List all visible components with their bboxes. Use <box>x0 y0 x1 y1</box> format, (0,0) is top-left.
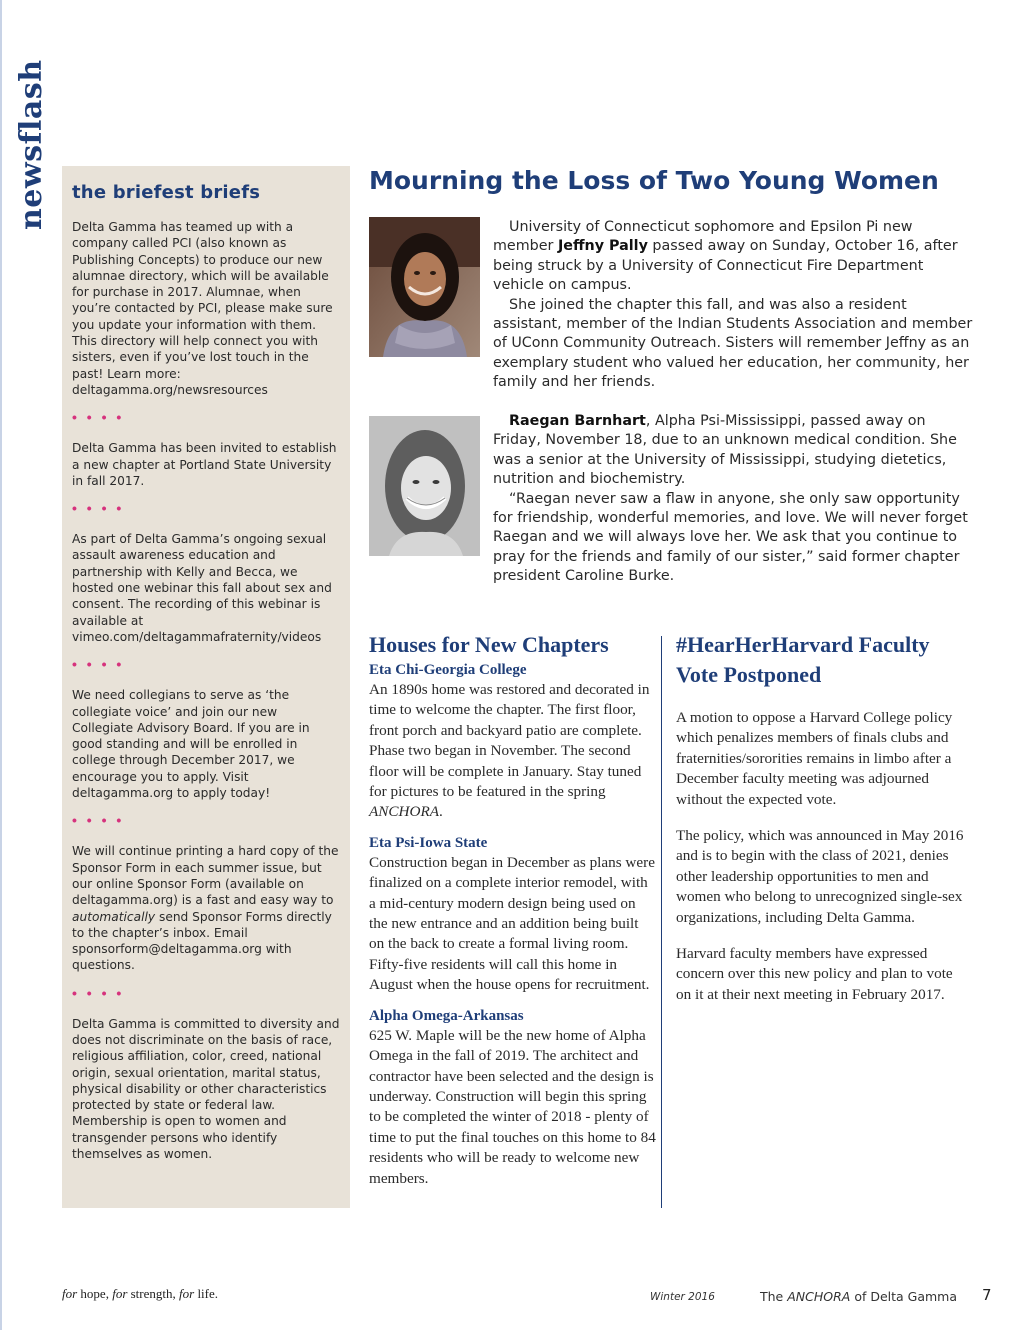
portrait-raegan-image <box>369 416 480 556</box>
brief-webinar: As part of Delta Gamma’s ongoing sexual assault awareness education and partnership with Kelly and Becca, we hosted one webinar this fall about sex and consent. The recording of this webinar is available at vimeo.com/deltagammafraternity/videos <box>72 532 332 644</box>
house-body-emphasis: ANCHORA <box>369 803 440 821</box>
obituary-paragraph <box>493 218 973 296</box>
harvard-title-line-2: Vote Postponed <box>676 662 822 687</box>
brief-alumnae-directory: Delta Gamma has teamed up with a company called PCI (also known as Publishing Concepts) to produce our new alumnae directory, which will be available for purchase in 2017. Alumnae, when you’re contacted by PCI, please make sure you update your information with them. This directory will help connect you with sisters, even if you’ve lost touch in the past! Learn more: deltagamma.org/newsresources <box>72 220 333 397</box>
house-heading-eta-chi: Eta Chi-Georgia College <box>369 662 527 678</box>
houses-article <box>369 630 657 1189</box>
tagline-for: for <box>112 1286 128 1301</box>
portrait-jeffny-image <box>369 217 480 357</box>
house-body-text: An 1890s home was restored and decorated in time to welcome the chapter. The first floor, front porch and backyard patio are complete. Phase two began in November. The second floor will be complete in January. Stay tuned for pictures to be featured in the spring <box>369 681 650 801</box>
tagline-life: life. <box>194 1286 219 1301</box>
brief-sponsor-text-1: We will continue printing a hard copy of the Sponsor Form in each summer issue, but our online Sponsor Form (available on deltagamma.org) is a fast and easy way to <box>72 844 339 908</box>
column-divider <box>661 636 662 1208</box>
portrait-photo-raegan <box>369 416 480 556</box>
brief-sponsor-emphasis: automatically <box>72 909 156 924</box>
tagline-for: for <box>179 1286 195 1301</box>
harvard-article <box>676 630 968 1005</box>
obituary-text: passed away on Sunday, October 16, after being struck by a University of Connecticut Fire Department vehicle on campus. <box>493 238 958 294</box>
briefs-sidebar <box>62 166 350 1208</box>
brief-separator: • • • • <box>72 984 125 1001</box>
obituary-raegan-barnhart <box>493 412 973 587</box>
brief-separator: • • • • <box>72 656 125 673</box>
portrait-photo-jeffny <box>369 217 480 357</box>
house-heading-eta-psi: Eta Psi-Iowa State <box>369 834 488 851</box>
brief-separator: • • • • <box>72 812 125 829</box>
harvard-title <box>676 630 968 690</box>
brief-separator: • • • • <box>72 500 125 517</box>
harvard-paragraph: A motion to oppose a Harvard College policy which penalizes members of finals clubs and fraternities/sororities remains in limbo after a December faculty meeting was adjourned without the expected vote. <box>676 709 953 808</box>
section-label: newsflash <box>14 59 49 230</box>
publication-title: ANCHORA <box>787 1289 851 1304</box>
tagline-strength: strength, <box>127 1286 180 1301</box>
obituary-paragraph: She joined the chapter this fall, and was also a resident assistant, member of the Indian Students Association and member of UConn Community Outreach. Sisters will remember Jeffny as an exemplary student who valued her education, her community, her family and her friends. <box>493 296 973 391</box>
brief-diversity: Delta Gamma is committed to diversity and does not discriminate on the basis of race, religious affiliation, color, creed, national origin, sexual orientation, marital status, physical disability or other characteristics protected by state or federal law. Membership is open to women and transgender persons who identify themselves as women. <box>72 1016 340 1162</box>
obituary-text: , Alpha Psi-Mississippi, passed away on Friday, November 18, due to an unknown medical condition. She was a senior at the University of Mississippi, studying dietetics, nutrition and biochemistry. <box>493 413 957 488</box>
tagline-hope: hope, <box>77 1286 113 1301</box>
obituary-paragraph: “Raegan never saw a flaw in anyone, she only saw opportunity for friendship, wonderful memories, and love. We will never forget Raegan and we will always love her. We ask that you continue to pray for the friends and family of our sister,” said former chapter president Caroline Burke. <box>493 490 968 585</box>
publication-text: The <box>760 1289 788 1304</box>
house-heading-alpha-omega: Alpha Omega-Arkansas <box>369 1007 524 1024</box>
footer-tagline <box>62 1286 218 1302</box>
brief-portland-state: Delta Gamma has been invited to establish a new chapter at Portland State University in fall 2017. <box>72 441 337 488</box>
house-body-eta-chi <box>369 680 657 823</box>
brief-sponsor-text-2: send Sponsor Forms directly to the chapter’s inbox. Email sponsorform@deltagamma.org with questions. <box>72 909 332 973</box>
house-body-text: . <box>439 803 443 821</box>
harvard-paragraph: The policy, which was announced in May 2016 and is to begin with the class of 2021, denies other leadership opportunities to men and women who belong to unrecognized single-sex organizations, including Delta Gamma. <box>676 827 964 926</box>
house-body-eta-psi: Construction began in December as plans were finalized on a complete interior remodel, with a mid-century modern design being used on the new entrance and an addition being built on the back to create a formal living room. Fifty-five residents will call this home in August when the house opens for recruitment. <box>369 853 655 994</box>
page-edge-rule <box>0 0 2 1330</box>
footer-publication <box>760 1289 957 1304</box>
page-number: 7 <box>982 1286 992 1304</box>
sidebar-title: the briefest briefs <box>72 182 261 203</box>
houses-title: Houses for New Chapters <box>369 632 609 657</box>
obituary-name: Jeffny Pally <box>557 238 648 255</box>
obituary-paragraph <box>493 412 973 490</box>
publication-text: of Delta Gamma <box>850 1289 958 1304</box>
footer-season: Winter 2016 <box>650 1291 715 1303</box>
tagline-for: for <box>62 1286 78 1301</box>
harvard-title-line-1: #HearHerHarvard Faculty <box>676 632 930 657</box>
house-body-alpha-omega: 625 W. Maple will be the new home of Alpha Omega in the fall of 2019. The architect and contractor have been selected and the design is underway. Construction will begin this spring to be completed the winter of 2018 - plenty of time to put the final touches on this home to 84 residents who will be ready to welcome new members. <box>369 1026 656 1187</box>
brief-collegiate-board: We need collegians to serve as ‘the collegiate voice’ and join our new Collegiate Advisory Board. If you are in good standing and will be enrolled in college through December 2017, we encourage you to apply. Visit deltagamma.org to apply today! <box>72 688 310 801</box>
obituary-name: Raegan Barnhart <box>509 413 646 429</box>
obituary-jeffny-pally <box>493 218 973 393</box>
harvard-paragraph: Harvard faculty members have expressed concern over this new policy and plan to vote on it at their next meeting in February 2017. <box>676 945 953 1003</box>
brief-sponsor-form <box>72 843 340 973</box>
feature-title: Mourning the Loss of Two Young Women <box>369 166 939 195</box>
brief-separator: • • • • <box>72 409 125 426</box>
obituary-text: University of Connecticut sophomore and Epsilon Pi new member <box>493 219 913 255</box>
